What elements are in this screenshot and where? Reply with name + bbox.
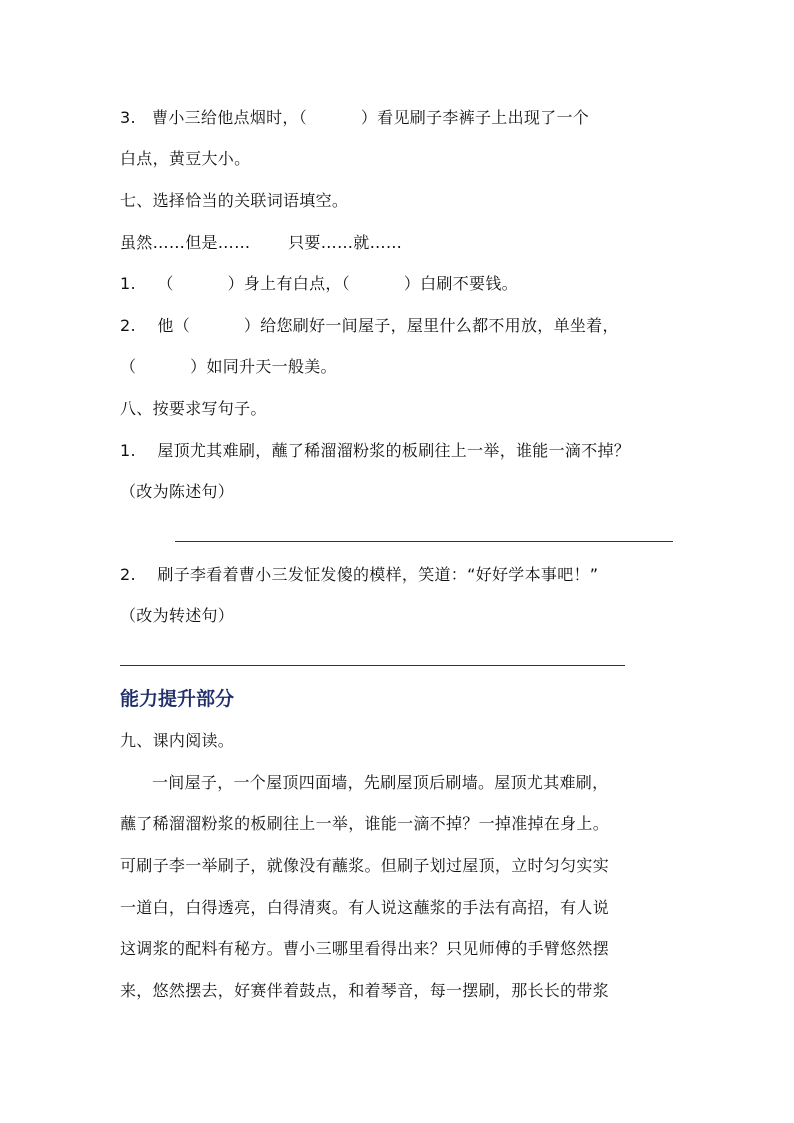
conjunction-options: 虽然……但是…… 只要……就…… bbox=[120, 233, 403, 252]
answer-line-1[interactable] bbox=[175, 541, 673, 542]
reading-paragraph-line-4: 一道白，白得透亮，白得清爽。有人说这蘸浆的手法有高招，有人说 bbox=[120, 898, 610, 917]
fill-blank-1: 1. （ ）身上有白点，（ ）白刷不要钱。 bbox=[120, 274, 518, 293]
question-7-3-line-1: 3. 曹小三给他点烟时，（ ）看见刷子李裤子上出现了一个 bbox=[120, 108, 590, 127]
reading-paragraph-line-1: 一间屋子，一个屋顶四面墙，先刷屋顶后刷墙。屋顶尤其难刷， bbox=[152, 773, 609, 792]
question-7-3-line-2: 白点，黄豆大小。 bbox=[120, 149, 251, 168]
rewrite-instruction-2: （改为转述句） bbox=[120, 606, 235, 625]
answer-line-2[interactable] bbox=[120, 665, 625, 666]
reading-paragraph-line-3: 可刷子李一举刷子，就像没有蘸浆。但刷子划过屋顶，立时匀匀实实 bbox=[120, 856, 610, 875]
section-9-title: 九、课内阅读。 bbox=[120, 731, 235, 750]
reading-paragraph-line-6: 来，悠然摆去，好赛伴着鼓点，和着琴音，每一摆刷，那长长的带浆 bbox=[120, 981, 610, 1000]
rewrite-question-1: 1. 屋顶尤其难刷，蘸了稀溜溜粉浆的板刷往上一举，谁能一滴不掉？ bbox=[120, 441, 631, 460]
rewrite-instruction-1: （改为陈述句） bbox=[120, 482, 235, 501]
fill-blank-2-line-2: （ ）如同升天一般美。 bbox=[120, 357, 337, 376]
section-heading-ability: 能力提升部分 bbox=[120, 688, 235, 710]
reading-paragraph-line-5: 这调浆的配料有秘方。曹小三哪里看得出来？只见师傅的手臂悠然摆 bbox=[120, 939, 610, 958]
fill-blank-2-line-1: 2. 他（ ）给您刷好一间屋子，屋里什么都不用放，单坐着， bbox=[120, 316, 619, 335]
section-8-title: 八、按要求写句子。 bbox=[120, 399, 267, 418]
reading-paragraph-line-2: 蘸了稀溜溜粉浆的板刷往上一举，谁能一滴不掉？一掉准掉在身上。 bbox=[120, 814, 610, 833]
section-7-title: 七、选择恰当的关联词语填空。 bbox=[120, 191, 349, 210]
rewrite-question-2: 2. 刷子李看着曹小三发怔发傻的模样，笑道：“好好学本事吧！” bbox=[120, 565, 599, 584]
